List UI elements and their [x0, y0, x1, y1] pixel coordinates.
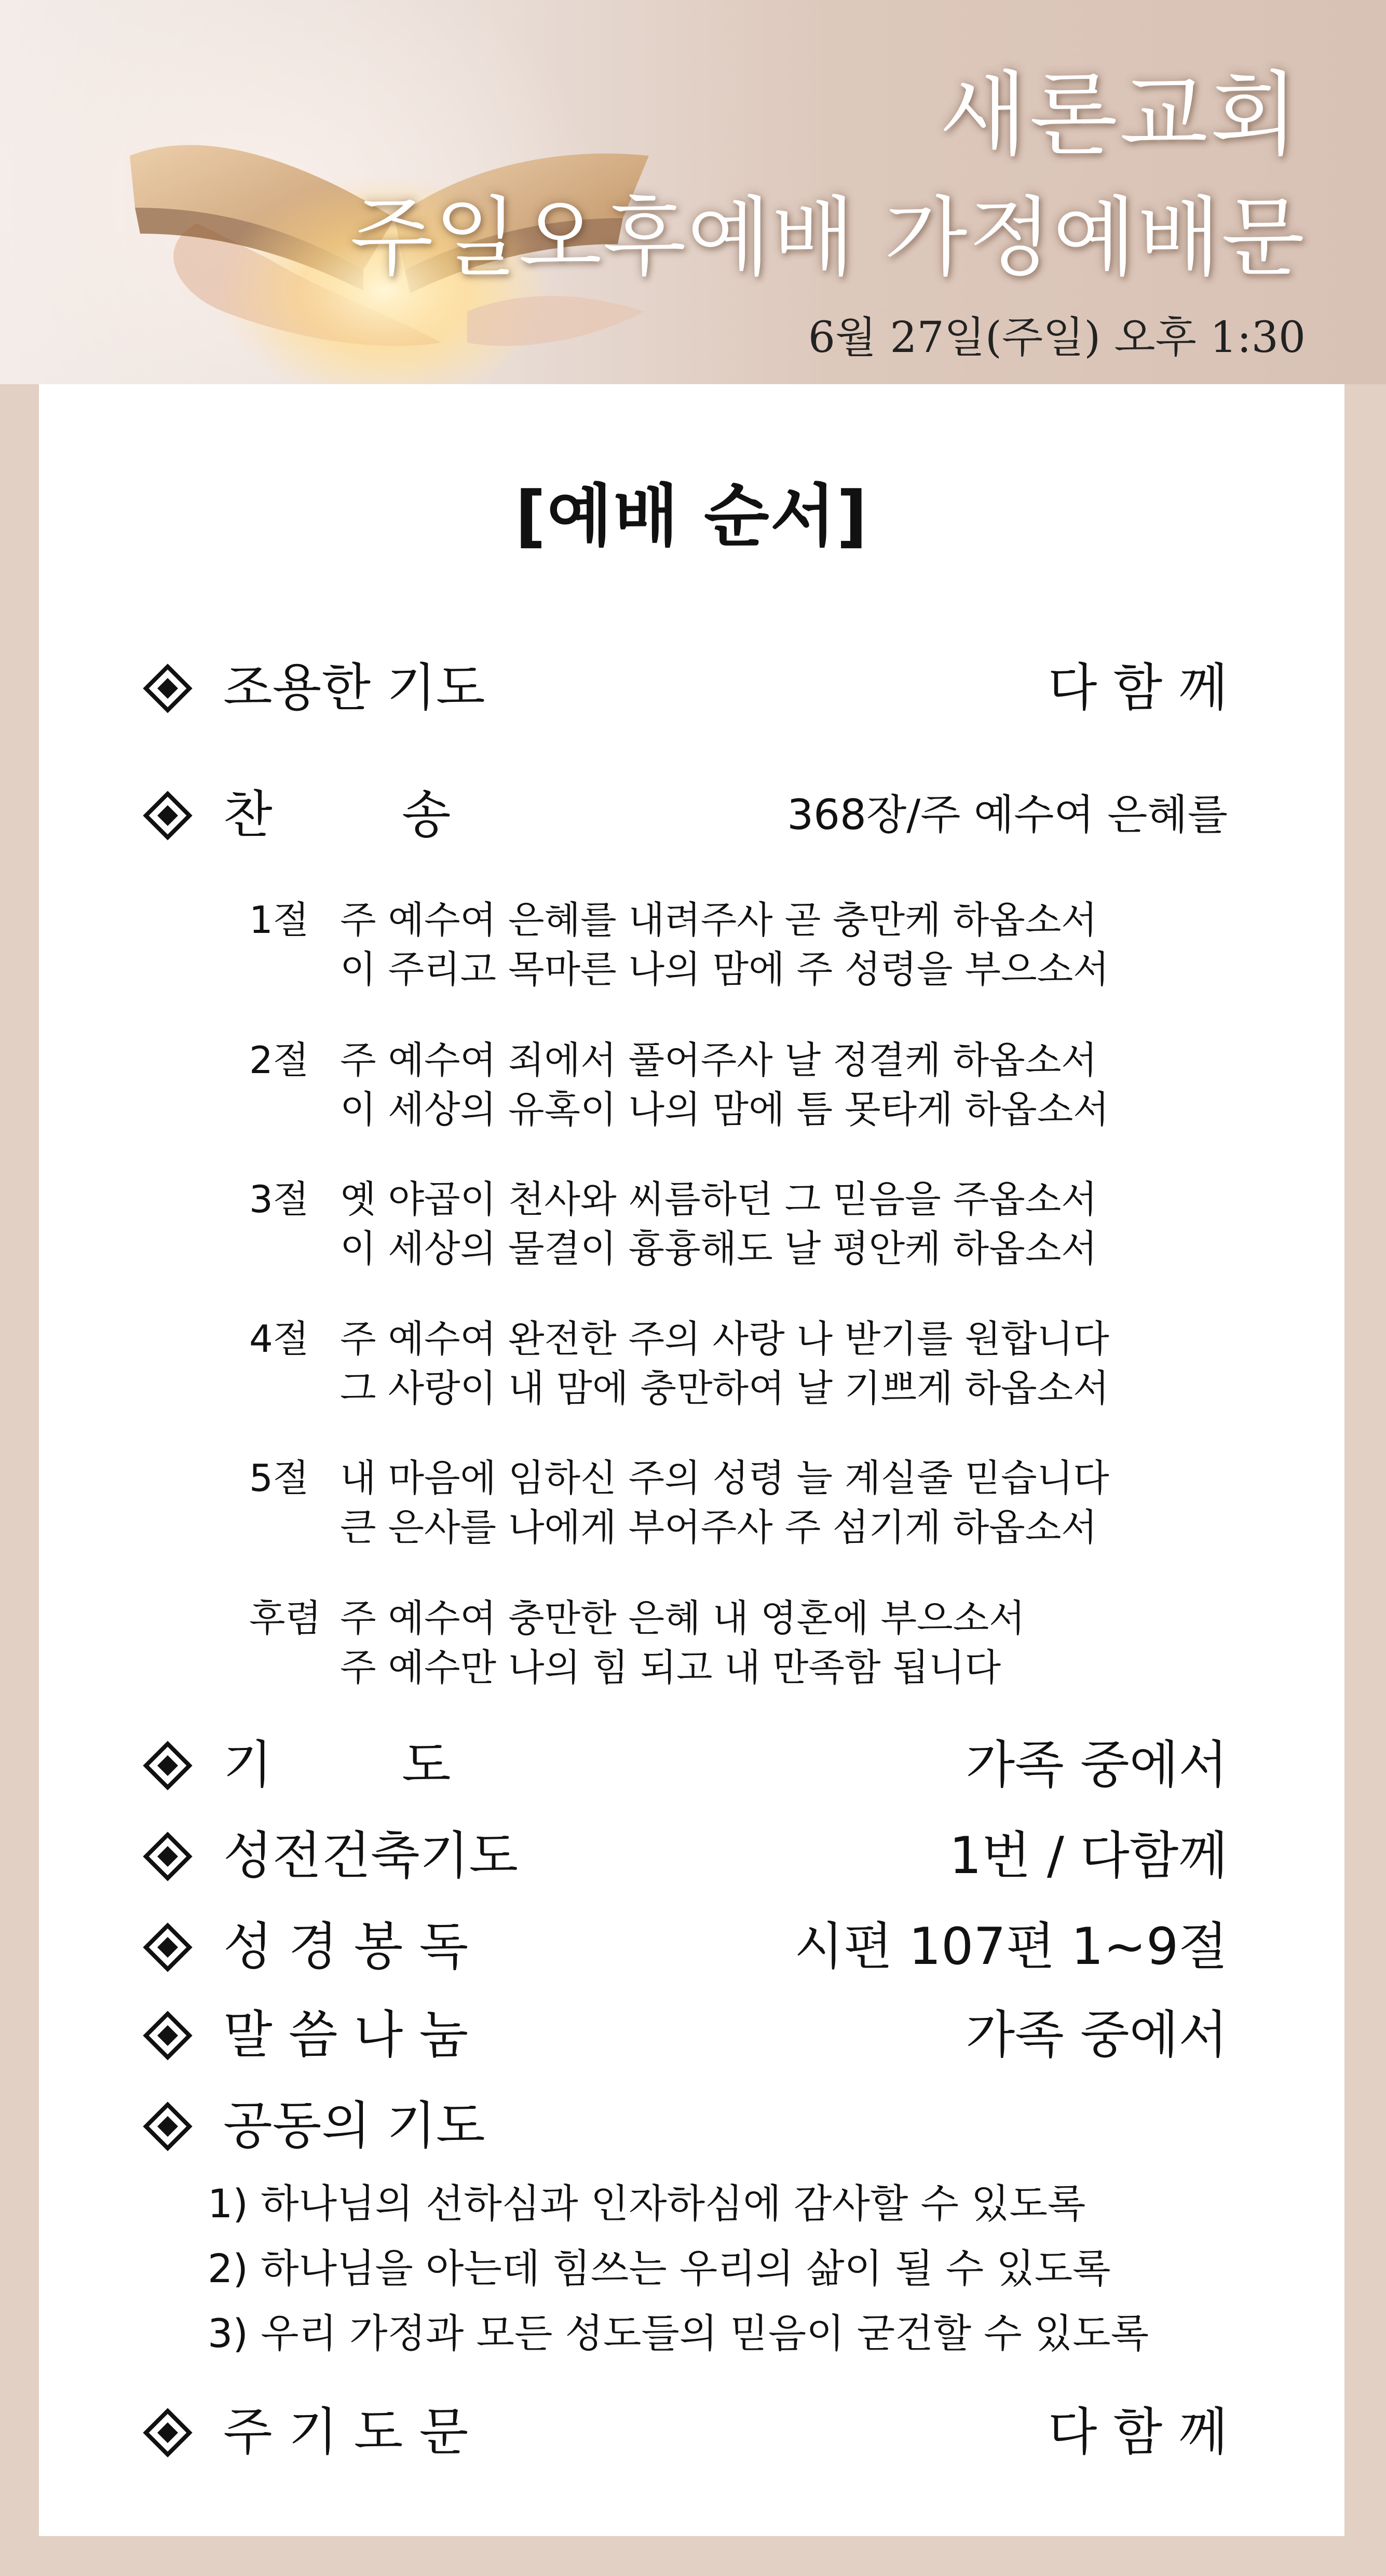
- verse-line: 큰 은사를 나에게 부어주사 주 섬기게 하옵소서: [340, 1506, 1097, 1549]
- order-item-detail: 다 함 께: [1048, 658, 1228, 717]
- order-item-hymn: [39, 781, 1344, 859]
- order-item-sharing: [39, 2001, 1344, 2079]
- diamond-bullet-icon: [143, 2102, 193, 2151]
- verse-number: 4절: [249, 1317, 309, 1361]
- order-item-label: 말 씀 나 눔: [223, 2005, 469, 2065]
- order-heading: [예배 순서]: [515, 477, 868, 555]
- order-item-detail: 다 함 께: [1048, 2403, 1228, 2462]
- verse-line: 주 예수여 죄에서 풀어주사 날 정결케 하옵소서: [340, 1038, 1097, 1082]
- verse-line: 주 예수만 나의 힘 되고 내 만족함 됩니다: [340, 1646, 1001, 1689]
- verse-line: 주 예수여 은혜를 내려주사 곧 충만케 하옵소서: [340, 898, 1097, 942]
- order-item-lords-prayer: [39, 2398, 1344, 2476]
- order-item-prayer: [39, 1731, 1344, 1809]
- order-item-label: 조용한 기도: [223, 658, 485, 717]
- order-item-detail: 368장/주 예수여 은혜를: [787, 791, 1228, 839]
- diamond-bullet-icon: [143, 2408, 193, 2458]
- order-item-label: 주 기 도 문: [223, 2403, 469, 2462]
- order-item-label: 기 도: [223, 1736, 451, 1795]
- order-item-scripture: [39, 1913, 1344, 1991]
- service-date-time: 6월 27일(주일) 오후 1:30: [808, 313, 1306, 362]
- verse-line: 그 사랑이 내 맘에 충만하여 날 기쁘게 하옵소서: [340, 1366, 1109, 1410]
- diamond-bullet-icon: [143, 1741, 193, 1791]
- order-item-label: 성전건축기도: [223, 1826, 519, 1886]
- header-banner: [0, 0, 1386, 384]
- diamond-bullet-icon: [143, 791, 193, 840]
- verse-line: 이 주리고 목마른 나의 맘에 주 성령을 부으소서: [340, 947, 1109, 991]
- order-item-silent-prayer: [39, 654, 1344, 732]
- prayer-point: 2) 하나님을 아는데 힘쓰는 우리의 삶이 될 수 있도록: [208, 2245, 1111, 2292]
- order-item-detail: 시편 107편 1~9절: [794, 1917, 1228, 1976]
- verse-number: 2절: [249, 1038, 309, 1082]
- order-item-common-prayer: [39, 2092, 1344, 2170]
- diamond-bullet-icon: [143, 2011, 193, 2060]
- prayer-point: 3) 우리 가정과 모든 성도들의 믿음이 굳건할 수 있도록: [208, 2310, 1149, 2356]
- verse-line: 주 예수여 충만한 은혜 내 영혼에 부으소서: [340, 1596, 1025, 1640]
- verse-line: 내 마음에 임하신 주의 성령 늘 계실줄 믿습니다: [340, 1456, 1109, 1500]
- order-item-temple-prayer: [39, 1822, 1344, 1900]
- verse-number: 5절: [249, 1456, 309, 1500]
- church-name: 새론교회: [939, 62, 1300, 168]
- order-item-label: 공동의 기도: [223, 2096, 485, 2155]
- order-item-detail: 가족 중에서: [966, 2005, 1228, 2065]
- order-item-detail: 가족 중에서: [966, 1736, 1228, 1795]
- verse-number: 3절: [249, 1177, 309, 1221]
- order-item-label: 성 경 봉 독: [223, 1917, 469, 1976]
- verse-line: 주 예수여 완전한 주의 사랑 나 받기를 원합니다: [340, 1317, 1109, 1361]
- diamond-bullet-icon: [143, 663, 193, 713]
- prayer-point: 1) 하나님의 선하심과 인자하심에 감사할 수 있도록: [208, 2180, 1086, 2227]
- worship-order-card: [39, 384, 1344, 2536]
- order-item-detail: 1번 / 다함께: [949, 1826, 1228, 1886]
- verse-number: 1절: [249, 898, 309, 942]
- diamond-bullet-icon: [143, 1832, 193, 1881]
- order-item-label: 찬 송: [223, 785, 451, 845]
- verse-line: 옛 야곱이 천사와 씨름하던 그 믿음을 주옵소서: [340, 1177, 1097, 1221]
- diamond-bullet-icon: [143, 1922, 193, 1972]
- verse-line: 이 세상의 물결이 흉흉해도 날 평안케 하옵소서: [340, 1227, 1097, 1270]
- service-title: 주일오후예배 가정예배문: [350, 188, 1306, 288]
- verse-number: 후렴: [249, 1596, 322, 1640]
- verse-line: 이 세상의 유혹이 나의 맘에 틈 못타게 하옵소서: [340, 1088, 1109, 1131]
